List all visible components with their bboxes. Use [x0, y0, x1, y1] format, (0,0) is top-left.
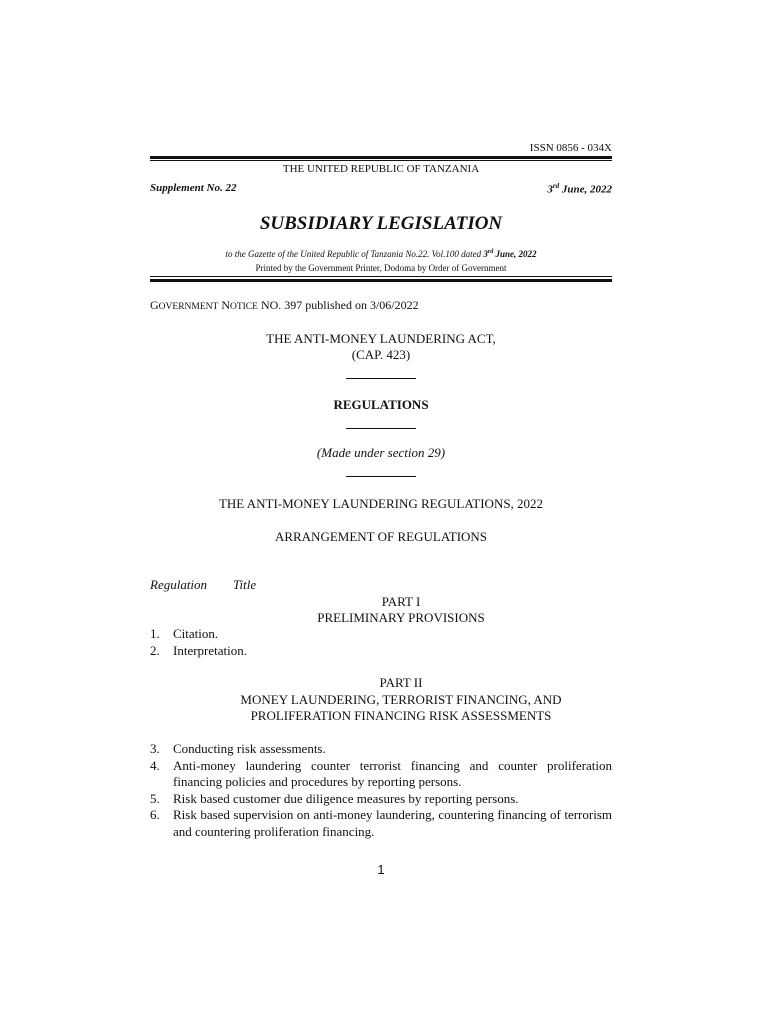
part-1-list [150, 626, 612, 659]
part-2-heading: PART II [379, 675, 423, 690]
separator-dash [150, 464, 612, 482]
column-regulation: Regulation [150, 577, 208, 592]
list-item: 1. Citation. [150, 626, 219, 641]
header-rule-top-thin [150, 160, 612, 161]
regulations-heading: REGULATIONS [333, 397, 429, 412]
list-item: 2. Interpretation. [150, 642, 247, 658]
government-notice: GOVERNMENT NOTICE NO. 397 published on 3/06/2022 [150, 298, 419, 312]
separator-dash [150, 366, 612, 384]
part-2-list [150, 741, 612, 840]
made-under-section: (Made under section 29) [316, 445, 446, 460]
supplement-number: Supplement No. 22 [150, 182, 237, 194]
header-rule-bottom [150, 279, 612, 282]
page-number: 1 [377, 862, 385, 877]
act-name: THE ANTI-MONEY LAUNDERING ACT, [266, 331, 496, 346]
header-rule-top [150, 156, 612, 159]
printer-line: Printed by the Government Printer, Dodoma by Order of Government [255, 263, 507, 273]
part-2-subheading-line2: PROLIFERATION FINANCING RISK ASSESSMENTS [250, 708, 552, 723]
separator-dash [150, 416, 612, 434]
issn-number: ISSN 0856 - 034X [529, 142, 612, 154]
regulations-title: THE ANTI-MONEY LAUNDERING REGULATIONS, 2022 [218, 496, 544, 511]
part-1-subheading: PRELIMINARY PROVISIONS [317, 610, 485, 625]
gazette-reference: to the Gazette of the United Republic of Tanzania No.22. Vol.100 dated 3rd June, 2022 [225, 249, 537, 259]
act-chapter: (CAP. 423) [351, 347, 411, 362]
list-item: 3. Conducting risk assessments. [150, 741, 326, 756]
list-item: 4. Anti-money laundering counter terrorist financing and counter proliferation financing policies and procedures by reporting persons. [150, 757, 612, 789]
column-title: Title [233, 577, 257, 592]
publication-date: 3rd June, 2022 [547, 182, 612, 196]
list-item: 6. Risk based supervision on anti-money laundering, countering financing of terrorism and countering proliferation financing. [150, 807, 612, 839]
header-rule-bottom-thin [150, 276, 612, 277]
part-1-heading: PART I [381, 594, 421, 609]
part-2-subheading-line1: MONEY LAUNDERING, TERRORIST FINANCING, AND [240, 692, 562, 707]
document-title: SUBSIDIARY LEGISLATION [259, 213, 503, 234]
country-name: THE UNITED REPUBLIC OF TANZANIA [282, 163, 480, 175]
arrangement-heading: ARRANGEMENT OF REGULATIONS [274, 529, 488, 544]
list-item: 5. Risk based customer due diligence measures by reporting persons. [150, 790, 519, 806]
